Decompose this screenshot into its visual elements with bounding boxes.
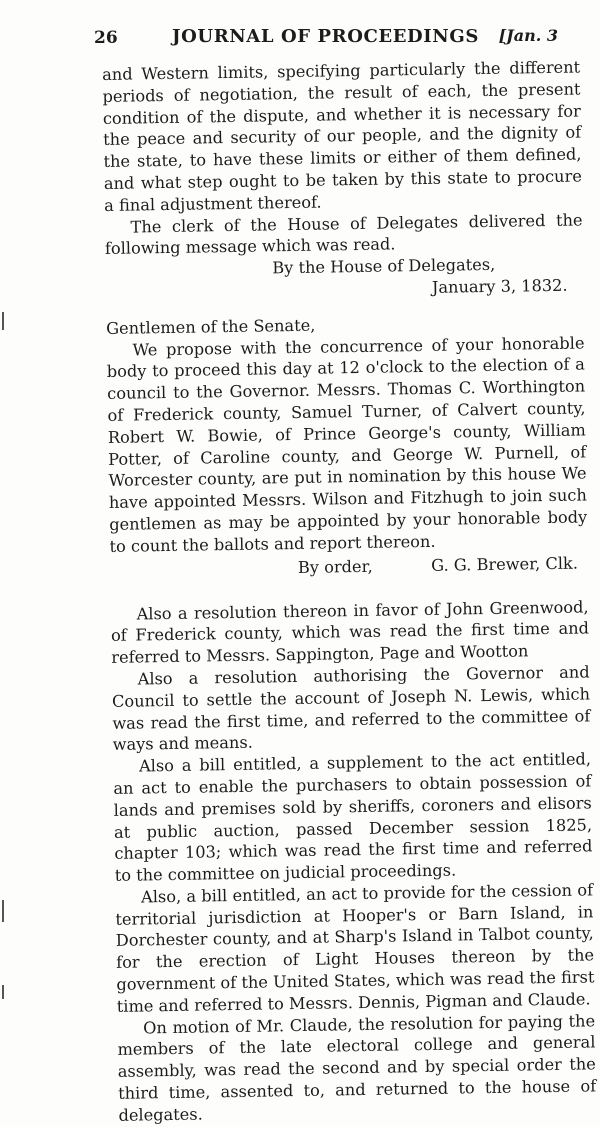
message-text: We propose with the concurrence of your honorable body to proceed this day at 12 o'clock to the election of a council to the Governor. Messrs. Thomas C. Worthington of Frederick county, Samuel Turner, of Calvert county, Robert W. Bowie, of Prince George's county, William Potter, of Caroline county, and George W. Purnell, of Worcester county, are put in nomination by this house We have appointed Messrs. Wilson and Fitzhugh to join such gentlemen as may be appointed by your honorable body to count the ballots and report thereon. xyxy=(106,333,588,556)
page-number: 26 xyxy=(94,28,118,48)
signature-line xyxy=(110,552,588,582)
by-order: By order, xyxy=(297,556,373,577)
paragraph-greenwood: Also a resolution thereon in favor of John Greenwood, of Frederick county, which was read the first time and referred to Messrs. Sappington, Page and Wootton xyxy=(110,596,590,668)
scan-edge-mark xyxy=(2,312,4,330)
salutation: Gentlemen of the Senate, xyxy=(106,315,316,338)
paragraph-claude-motion: On motion of Mr. Claude, the resolution for paying the members of the late electoral college and general assembly, was read the second and by special order the third time, assented to, and returned to the house of delegates. xyxy=(117,1011,597,1125)
scan-edge-mark xyxy=(2,985,4,999)
paragraph-bill-supplement: Also a bill entitled, a supplement to the act entitled, an act to enable the purchasers to obtain possession of lands and premises sold by sheriffs, coroners and elisors at public auction, passed December session 1825, chapter 103; which was read the first time and referred to the committee on judicial proceedings. xyxy=(113,749,593,885)
paragraph-bill-cession: Also, a bill entitled, an act to provide for the cession of territorial jurisdiction at Hooper's or Barn Island, in Dorchester county, and at Sharp's Island in Talbot county, for the erection of Light Houses thereon by the government of the United States, which was read the first time and referred to Messrs. Dennis, Pigman and Claude. xyxy=(115,880,595,1016)
header-date: [Jan. 3 xyxy=(498,26,558,45)
page-body xyxy=(102,56,597,1126)
page-header xyxy=(94,26,570,52)
message-from: By the House of Delegates, xyxy=(272,255,496,278)
paragraph-continued: and Western limits, specifying particularly the different periods of negotiation, the result of each, the present condition of the dispute, and whether it is necessary for the peace and security of our people, and the dignity of the state, to have these limits or either of them defined, and what step ought to be taken by this state to procure a final adjustment thereof. xyxy=(102,57,582,215)
paragraph-clerk-message: The clerk of the House of Delegates delivered the following message which was read. xyxy=(104,210,583,259)
running-title: JOURNAL OF PROCEEDINGS xyxy=(172,26,479,47)
paragraph-lewis: Also a resolution authorising the Governor and Council to settle the account of Joseph N. Lewis, which was read the first time, and referred to the committee of ways and means. xyxy=(111,662,591,755)
clerk-signature: G. G. Brewer, Clk. xyxy=(431,553,579,575)
message-date: January 3, 1832. xyxy=(431,275,568,297)
scan-edge-mark xyxy=(2,900,4,922)
